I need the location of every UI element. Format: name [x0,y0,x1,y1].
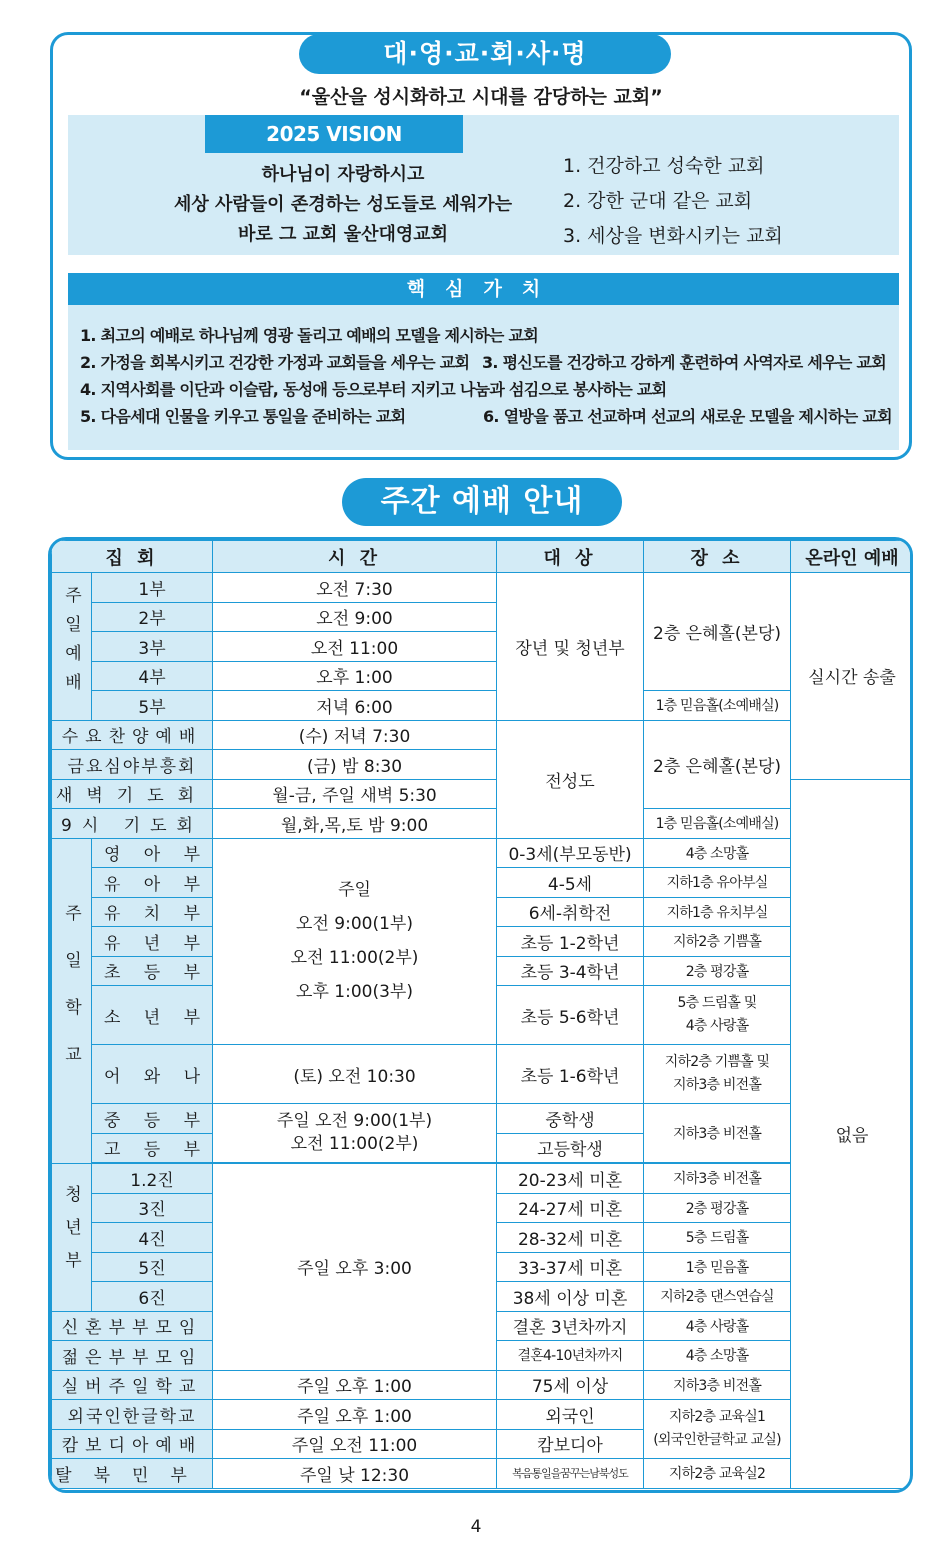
youth-target: 33-37세 미혼 [497,1252,644,1282]
service-place: 1층 믿음홀(소예배실) [644,691,791,721]
dept-char: 부 [183,845,200,866]
table-row [52,1164,914,1194]
dept-char: 아 [143,874,161,895]
dept-char: 중 [104,1110,121,1131]
dept-place: 지하1층 유아부실 [644,868,791,898]
youth-group-name: 1.2진 [92,1164,213,1194]
meeting-target: 복음통일을꿈꾸는남북성도 [497,1459,644,1489]
dept-label [92,1106,212,1131]
service-time: 오전 7:30 [213,573,497,603]
vision-goal: 1. 건강하고 성숙한 교회 [563,155,765,177]
dept-target: 4-5세 [497,868,644,898]
core-value-item: 6. 열방을 품고 선교하며 선교의 새로운 모델을 제시하는 교회 [483,407,892,426]
dept-char: 부 [183,933,200,954]
youth-group-name: 6진 [92,1282,213,1312]
core-values-title: 핵심가치 [68,273,899,305]
dept-char: 고 [104,1140,121,1161]
group-label: 청년부 [61,1185,81,1285]
dept-target: 초등 1-2학년 [497,927,644,957]
meeting-target: 결혼4-10년차까지 [497,1341,644,1371]
meeting-target: 전성도 [497,720,644,838]
meeting-target: 외국인 [497,1400,644,1430]
youth-target: 38세 이상 미혼 [497,1282,644,1312]
meeting-target: 75세 이상 [497,1370,644,1400]
dept-char: 영 [104,845,121,866]
online-status: 실시간 송출 [791,573,913,780]
core-value-item: 5. 다음세대 인물을 키우고 통일을 준비하는 교회 [80,407,406,426]
school-time-line: 오전 9:00(1부) [296,914,413,935]
group-label: 주일예배 [61,585,81,702]
table-row [52,573,914,603]
dept-char: 아 [143,845,161,866]
meeting-name: 젊은부부모임 [52,1341,213,1371]
vision-statement [163,160,523,250]
table-row [52,1400,914,1430]
dept-char: 소 [104,1007,121,1028]
school-time-line: 주일 [338,880,371,901]
dept-name [92,838,213,868]
school-time [213,838,497,1045]
vision-line: 하나님이 자랑하시고 [261,164,425,185]
meeting-name: 실버주일학교 [52,1370,213,1400]
col-header-meeting: 집 회 [52,541,213,573]
table-row [52,1459,914,1489]
dept-char: 년 [143,1007,161,1028]
meeting-time: 주일 오전 11:00 [213,1429,497,1459]
dept-char: 부 [183,1007,200,1028]
meeting-place: 지하2층 교육실2 [644,1459,791,1489]
weekly-worship-title: 주간 예배 안내 [342,478,622,526]
dept-target: 초등 1-6학년 [497,1045,644,1104]
dept-char: 부 [183,1140,200,1161]
place-line: (외국인한글학교 교실) [653,1432,781,1448]
vision-goal: 3. 세상을 변화시키는 교회 [563,225,783,247]
group-youth [52,1164,92,1312]
dept-char: 나 [183,1066,200,1087]
dept-place [644,1045,791,1104]
dept-label [92,1135,212,1160]
dept-char: 등 [143,1110,161,1131]
core-values-section [68,273,899,450]
dept-target: 중학생 [497,1104,644,1134]
place-line: 지하3층 비전홀 [672,1077,762,1093]
meeting-time: (수) 저녁 7:30 [213,720,497,750]
place-line: 5층 드림홀 및 [677,995,757,1011]
group-sunday-worship [52,573,92,721]
dept-char: 치 [143,904,161,925]
service-name: 2부 [92,602,213,632]
dept-char: 와 [143,1066,161,1087]
dept-label [92,929,212,954]
dept-place: 지하3층 비전홀 [644,1104,791,1163]
dept-char: 부 [183,963,200,984]
table-header-row [52,541,914,573]
youth-place: 1층 믿음홀 [644,1252,791,1282]
col-header-online: 온라인 예배 [791,541,913,573]
school-time-line: 오전 11:00(2부) [290,948,419,969]
dept-name [92,1045,213,1104]
table-row [52,809,914,839]
teen-time [213,1104,497,1163]
meeting-name: 외국인한글학교 [52,1400,213,1430]
meeting-place: 4층 소망홀 [644,1341,791,1371]
meeting-name: 탈북민부 [52,1459,213,1489]
dept-place: 지하1층 유치부실 [644,897,791,927]
dept-target: 고등학생 [497,1133,644,1163]
dept-name [92,1133,213,1163]
place-line: 4층 사랑홀 [685,1018,749,1034]
teen-time-line: 주일 오전 9:00(1부) [276,1111,433,1131]
dept-label [92,958,212,983]
teen-time-line: 오전 11:00(2부) [290,1134,419,1154]
dept-place [644,986,791,1045]
dept-name [92,868,213,898]
youth-place: 지하3층 비전홀 [644,1164,791,1194]
vision-goal: 2. 강한 군대 같은 교회 [563,190,753,212]
vision-section [68,115,899,255]
dept-char: 등 [143,963,161,984]
table-row [52,1045,914,1104]
online-status: 없음 [791,779,913,1488]
table-row [52,1104,914,1134]
youth-group-name: 4진 [92,1223,213,1253]
meeting-time: 주일 오후 1:00 [213,1370,497,1400]
dept-target: 초등 3-4학년 [497,956,644,986]
vision-tag: 2025 VISION [205,115,463,153]
meeting-time: 월,화,목,토 밤 9:00 [213,809,497,839]
core-value-item: 2. 가정을 회복시키고 건강한 가정과 교회들을 세우는 교회 [80,353,470,372]
service-place: 2층 은혜홀(본당) [644,573,791,691]
service-time: 오후 1:00 [213,661,497,691]
youth-place: 5층 드림홀 [644,1223,791,1253]
youth-group-name: 3진 [92,1193,213,1223]
church-slogan: “울산을 성시화하고 시대를 감당하는 교회” [299,86,663,108]
dept-char: 어 [104,1066,121,1087]
core-value-item: 4. 지역사회를 이단과 이슬람, 동성애 등으로부터 지키고 나눔과 섬김으로 봉사하는 교회 [80,380,667,399]
service-target: 장년 및 청년부 [497,573,644,721]
col-header-time: 시 간 [213,541,497,573]
core-value-item: 1. 최고의 예배로 하나님께 영광 돌리고 예배의 모델을 제시하는 교회 [80,326,539,345]
dept-char: 부 [183,904,200,925]
service-time: 오전 11:00 [213,632,497,662]
service-name: 3부 [92,632,213,662]
church-mission-panel [50,32,912,460]
dept-target: 초등 5-6학년 [497,986,644,1045]
dept-time: (토) 오전 10:30 [213,1045,497,1104]
meeting-place: 지하3층 비전홀 [644,1370,791,1400]
meeting-time: 주일 오후 1:00 [213,1400,497,1430]
col-header-target: 대 상 [497,541,644,573]
youth-time: 주일 오후 3:00 [213,1164,497,1371]
dept-char: 유 [104,904,121,925]
dept-name [92,986,213,1045]
dept-target: 0-3세(부모동반) [497,838,644,868]
col-header-place: 장 소 [644,541,791,573]
meeting-time: (금) 밤 8:30 [213,750,497,780]
table-row [52,1370,914,1400]
meeting-place: 2층 은혜홀(본당) [644,720,791,809]
core-values-list [80,322,895,430]
meeting-place [644,1400,791,1459]
service-time: 저녁 6:00 [213,691,497,721]
meeting-target: 결혼 3년차까지 [497,1311,644,1341]
dept-label [92,1003,212,1028]
meeting-time: 주일 낮 12:30 [213,1459,497,1489]
place-line: 지하2층 기쁨홀 및 [664,1054,770,1070]
youth-place: 2층 평강홀 [644,1193,791,1223]
dept-label [92,870,212,895]
dept-char: 유 [104,933,121,954]
dept-char: 등 [143,1140,161,1161]
dept-place: 2층 평강홀 [644,956,791,986]
page-number: 4 [470,1517,482,1537]
dept-char: 년 [143,933,161,954]
group-sunday-school [52,838,92,1164]
service-name: 5부 [92,691,213,721]
school-time-line: 오후 1:00(3부) [296,982,413,1003]
dept-name [92,1104,213,1134]
dept-target: 6세-취학전 [497,897,644,927]
youth-group-name: 5진 [92,1252,213,1282]
meeting-time: 월-금, 주일 새벽 5:30 [213,779,497,809]
service-time: 오전 9:00 [213,602,497,632]
group-label: 주일학교 [61,904,81,1093]
place-line: 지하2층 교육실1 [668,1409,766,1425]
meeting-name: 수요찬양예배 [52,720,213,750]
meeting-name: 신혼부부모임 [52,1311,213,1341]
core-value-item: 3. 평신도를 건강하고 강하게 훈련하여 사역자로 세우는 교회 [482,353,887,372]
dept-label [92,1062,212,1087]
mission-title: 대·영·교·회·사·명 [299,34,671,74]
dept-label [92,899,212,924]
meeting-place: 4층 사랑홀 [644,1311,791,1341]
worship-schedule [48,537,913,1493]
dept-label [92,840,212,865]
dept-place: 4층 소망홀 [644,838,791,868]
dept-place: 지하2층 기쁨홀 [644,927,791,957]
meeting-place: 1층 믿음홀(소예배실) [644,809,791,839]
youth-target: 28-32세 미혼 [497,1223,644,1253]
table-row [52,720,914,750]
meeting-name: 캄보디아예배 [52,1429,213,1459]
vision-line: 세상 사람들이 존경하는 성도들로 세워가는 [173,194,513,215]
meeting-target: 캄보디아 [497,1429,644,1459]
youth-place: 지하2층 댄스연습실 [644,1282,791,1312]
youth-target: 24-27세 미혼 [497,1193,644,1223]
service-name: 1부 [92,573,213,603]
meeting-name: 9시 기도회 [52,809,213,839]
dept-char: 부 [183,1110,200,1131]
table-row [52,691,914,721]
table-row [52,838,914,868]
worship-table [51,540,913,1489]
youth-target: 20-23세 미혼 [497,1164,644,1194]
meeting-name: 새벽기도회 [52,779,213,809]
dept-char: 초 [104,963,121,984]
vision-goals [563,149,783,254]
meeting-name: 금요심야부흥회 [52,750,213,780]
vision-line: 바로 그 교회 울산대영교회 [237,224,449,245]
dept-name [92,927,213,957]
dept-name [92,897,213,927]
dept-char: 유 [104,874,121,895]
service-name: 4부 [92,661,213,691]
dept-name [92,956,213,986]
dept-char: 부 [183,874,200,895]
